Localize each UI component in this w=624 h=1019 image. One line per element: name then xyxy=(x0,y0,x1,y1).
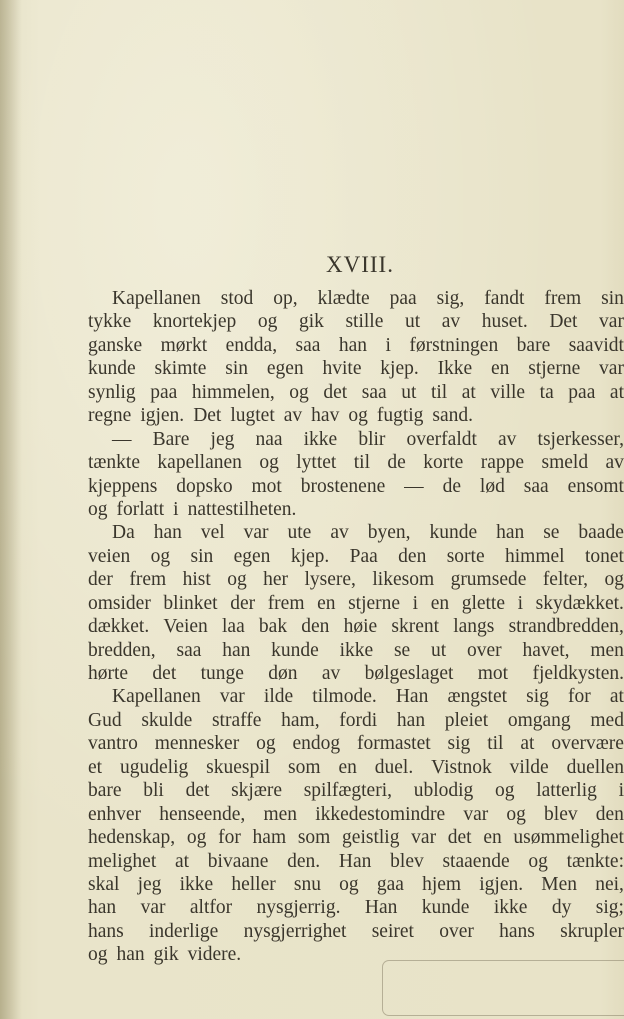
word: formastet xyxy=(357,733,431,755)
text-line xyxy=(88,685,624,708)
word: Veien xyxy=(163,616,208,638)
word: stod xyxy=(220,288,254,309)
word: en xyxy=(338,756,357,778)
word: for xyxy=(568,686,591,708)
word: ublodig xyxy=(413,780,474,802)
word: Kapellanen xyxy=(112,686,201,708)
word: bli xyxy=(143,780,164,802)
word: Kapellanen xyxy=(112,288,201,309)
word: paa xyxy=(389,288,417,309)
word: i xyxy=(385,334,391,356)
text-line xyxy=(88,568,624,591)
word: geistlig xyxy=(342,827,400,849)
word: han xyxy=(222,639,251,661)
word: at xyxy=(609,686,624,708)
word: som xyxy=(297,827,331,849)
text-line xyxy=(88,334,624,357)
word: var xyxy=(219,686,245,708)
library-stamp xyxy=(382,960,624,1016)
word: kjep. xyxy=(380,358,419,380)
word: Paa xyxy=(349,545,378,567)
word: duellen xyxy=(566,756,624,778)
word: jeg xyxy=(210,428,235,450)
word: for xyxy=(218,827,241,849)
word: det xyxy=(185,780,210,802)
word: en xyxy=(430,592,450,614)
word: tykke xyxy=(88,311,132,333)
word: Han xyxy=(338,850,372,872)
word: var xyxy=(411,827,437,849)
word: sig xyxy=(526,686,549,708)
word: det xyxy=(152,663,177,684)
word: saa xyxy=(176,639,202,661)
word: usømmelighet xyxy=(513,827,624,849)
word: paa xyxy=(150,381,178,403)
word: naa xyxy=(255,428,283,450)
word: frem xyxy=(129,569,167,591)
word: inderlige xyxy=(149,920,219,942)
text-line xyxy=(88,592,624,615)
word: veien xyxy=(88,545,131,567)
word: dy xyxy=(551,897,572,919)
word: hist xyxy=(182,569,211,591)
text-line xyxy=(88,475,624,498)
word: himmelen, xyxy=(191,381,275,403)
word: overvære xyxy=(551,733,624,755)
word: Bare xyxy=(152,428,190,450)
word: Gud xyxy=(88,709,122,731)
word: snu xyxy=(293,873,321,895)
word: saavidt xyxy=(568,334,624,356)
word: staaende xyxy=(442,850,510,872)
text-line xyxy=(88,310,624,333)
word: tunge xyxy=(200,663,244,684)
word: henseende, xyxy=(159,803,246,825)
word: lugtet xyxy=(230,405,275,427)
word: videre. xyxy=(187,944,242,966)
text-line xyxy=(88,850,624,873)
word: av xyxy=(498,428,517,450)
word: igjen. xyxy=(140,405,185,427)
word: bredden, xyxy=(88,639,156,661)
word: og xyxy=(227,569,247,591)
word: den xyxy=(301,616,330,638)
text-line xyxy=(88,451,624,474)
text-line xyxy=(88,803,624,826)
word: med xyxy=(590,709,624,731)
text-line xyxy=(88,756,624,779)
word: sin xyxy=(601,288,624,309)
word: klædte xyxy=(317,288,370,309)
word: de xyxy=(387,452,406,474)
word: en xyxy=(317,592,336,614)
text-line xyxy=(88,428,624,451)
word: var xyxy=(243,522,269,544)
word: den xyxy=(398,545,427,567)
word: Det xyxy=(549,311,578,333)
word: overfaldt xyxy=(406,428,477,450)
word: brostenene xyxy=(300,475,386,497)
word: himmel xyxy=(504,545,565,567)
word: bare xyxy=(516,334,551,356)
word: var xyxy=(463,803,489,825)
word: han xyxy=(338,334,368,356)
word: tilmode. xyxy=(312,686,377,708)
word: seiret xyxy=(371,920,414,942)
word: hvite xyxy=(322,358,362,380)
word: baade xyxy=(578,522,624,544)
text-line xyxy=(88,498,624,521)
word: den. xyxy=(287,850,321,872)
word: over xyxy=(439,920,474,942)
word: frem xyxy=(544,288,582,309)
word: igjen. xyxy=(479,873,524,895)
word: heller xyxy=(231,873,276,895)
word: smeld xyxy=(541,452,589,474)
word: fordi xyxy=(339,709,378,731)
chapter-body-text xyxy=(88,287,624,967)
word: ute xyxy=(287,522,312,544)
word: rappe xyxy=(480,452,525,474)
word: endda, xyxy=(225,334,278,356)
word: over xyxy=(466,639,502,661)
word: ilde xyxy=(263,686,294,708)
word: forlatt xyxy=(116,498,165,520)
word: sand. xyxy=(432,405,474,427)
word: kunde xyxy=(271,639,319,661)
word: op, xyxy=(273,288,298,309)
word: egen xyxy=(233,545,271,567)
word: han xyxy=(496,522,525,544)
word: blir xyxy=(358,428,386,450)
text-line xyxy=(88,357,624,380)
word: døn xyxy=(268,663,298,684)
word: og xyxy=(88,498,108,520)
word: han xyxy=(88,897,117,919)
word: og xyxy=(150,545,171,567)
text-line xyxy=(88,615,624,638)
word: stjerne xyxy=(348,592,401,614)
word: til xyxy=(353,452,370,474)
word: knortekjep xyxy=(152,311,237,333)
word: sig xyxy=(447,733,471,755)
word: kjep. xyxy=(290,545,330,567)
word: kapellanen xyxy=(157,452,242,474)
word: og xyxy=(186,827,207,849)
word: ikke xyxy=(493,897,528,919)
word: og xyxy=(528,850,548,872)
word: kunde xyxy=(429,522,478,544)
text-line xyxy=(88,709,624,732)
word: blev xyxy=(544,803,578,825)
word: der xyxy=(230,592,256,614)
word: sin xyxy=(190,545,214,567)
word: mennesker xyxy=(154,733,240,755)
word: kunde xyxy=(88,358,136,380)
word: enhver xyxy=(88,803,142,825)
word: paa xyxy=(568,381,596,403)
word: blev xyxy=(390,850,424,872)
word: hans xyxy=(499,920,535,942)
word: Det xyxy=(193,405,222,427)
word: byen, xyxy=(367,522,411,544)
word: skulde xyxy=(141,709,193,731)
word: nysgjerrig. xyxy=(256,897,341,919)
word: og xyxy=(289,381,309,403)
word: skimte xyxy=(154,358,207,380)
word: og xyxy=(348,405,368,427)
word: bak xyxy=(258,616,288,638)
word: felter, xyxy=(542,569,589,591)
word: hørte xyxy=(88,663,129,684)
word: i xyxy=(412,592,419,614)
word: kjeppens xyxy=(88,475,158,497)
word: — xyxy=(112,428,132,450)
word: ut xyxy=(431,639,447,661)
word: ham xyxy=(252,827,287,849)
word: hav xyxy=(311,405,340,427)
word: dækket. xyxy=(88,616,150,638)
word: korte xyxy=(423,452,464,474)
word: melighet xyxy=(88,850,157,872)
word: i xyxy=(173,498,179,520)
word: pleiet xyxy=(444,709,489,731)
word: duel. xyxy=(374,756,414,778)
word: bølgeslaget xyxy=(364,663,454,684)
word: ta xyxy=(539,381,554,403)
word: ut xyxy=(401,381,417,403)
text-line xyxy=(88,826,624,849)
word: ikke xyxy=(339,639,374,661)
word: omgang xyxy=(507,709,571,731)
word: ikke xyxy=(179,873,214,895)
text-line xyxy=(88,732,624,755)
word: hans xyxy=(88,920,124,942)
word: omsider xyxy=(88,592,151,614)
word: ikkedestomindre xyxy=(315,803,446,825)
word: i xyxy=(618,780,624,802)
word: bare xyxy=(88,780,122,802)
word: bivaane xyxy=(207,850,269,872)
word: av xyxy=(605,452,624,474)
word: og xyxy=(256,733,276,755)
word: og xyxy=(506,803,526,825)
chapter-heading: XVIII. xyxy=(326,252,394,277)
word: høie xyxy=(343,616,378,638)
word: sin xyxy=(225,358,249,380)
word: straffe xyxy=(211,709,262,731)
word: ham, xyxy=(281,709,320,731)
word: langs xyxy=(453,616,495,638)
word: fjeldkysten. xyxy=(532,663,624,684)
word: sig; xyxy=(595,897,624,919)
word: gik xyxy=(153,944,179,966)
word: Da xyxy=(112,522,135,544)
word: vantro xyxy=(88,733,138,755)
word: men xyxy=(590,639,624,661)
word: kunde xyxy=(421,897,470,919)
word: Han xyxy=(395,686,429,708)
word: av xyxy=(330,522,349,544)
page-gutter-shadow xyxy=(0,0,22,1019)
word: men xyxy=(263,803,298,825)
word: vilde xyxy=(509,756,549,778)
word: frem xyxy=(267,592,305,614)
word: en xyxy=(491,358,510,380)
word: at xyxy=(461,381,476,403)
text-line xyxy=(88,545,624,568)
word: og xyxy=(604,569,624,591)
word: ængstet xyxy=(447,686,508,708)
word: fandt xyxy=(484,288,525,309)
word: strandbredden, xyxy=(508,616,624,638)
word: Men xyxy=(541,873,578,895)
word: at xyxy=(520,733,535,755)
word: ikke xyxy=(303,428,338,450)
word: og xyxy=(339,873,359,895)
word: endog xyxy=(292,733,341,755)
word: lyttet xyxy=(296,452,337,474)
word: her xyxy=(263,569,289,591)
word: fugtig xyxy=(376,405,424,427)
word: de xyxy=(442,475,461,497)
word: grumsede xyxy=(450,569,527,591)
word: likesom xyxy=(372,569,435,591)
word: i xyxy=(517,592,524,614)
word: havet, xyxy=(522,639,570,661)
word: saa xyxy=(295,334,321,356)
word: at xyxy=(174,850,190,872)
text-line xyxy=(88,662,624,685)
word: sig, xyxy=(436,288,465,309)
text-line xyxy=(88,404,624,427)
word: og xyxy=(259,452,279,474)
word: til xyxy=(430,381,448,403)
word: se xyxy=(393,639,411,661)
word: det xyxy=(323,381,348,403)
word: av xyxy=(283,405,303,427)
word: jeg xyxy=(137,873,162,895)
word: tænkte: xyxy=(566,850,624,872)
word: stille xyxy=(345,311,384,333)
word: sorte xyxy=(446,545,485,567)
word: regne xyxy=(88,405,132,427)
word: var xyxy=(599,358,624,380)
word: latterlig xyxy=(536,780,597,802)
text-line xyxy=(88,920,624,943)
word: hjem xyxy=(422,873,462,895)
word: skjære xyxy=(231,780,283,802)
word: saa xyxy=(361,381,387,403)
text-line xyxy=(88,381,624,404)
word: laa xyxy=(222,616,245,638)
word: spilfægteri, xyxy=(303,780,393,802)
word: altfor xyxy=(189,897,233,919)
word: saa xyxy=(523,475,549,497)
word: dopsko xyxy=(176,475,233,497)
word: mørkt xyxy=(160,334,208,356)
word: nei, xyxy=(595,873,624,895)
word: ville xyxy=(490,381,526,403)
text-line xyxy=(88,639,624,662)
word: gaa xyxy=(376,873,404,895)
word: han xyxy=(116,944,145,966)
text-line xyxy=(88,896,624,919)
word: mot xyxy=(477,663,509,684)
word: glette xyxy=(461,592,506,614)
word: se xyxy=(543,522,560,544)
word: tænkte xyxy=(88,452,140,474)
word: han xyxy=(153,522,182,544)
word: synlig xyxy=(88,381,136,403)
word: var xyxy=(140,897,166,919)
word: ut xyxy=(404,311,421,333)
word: nattestilheten. xyxy=(187,498,297,520)
word: ganske xyxy=(88,334,143,356)
word: det xyxy=(447,827,472,849)
word: han xyxy=(396,709,426,731)
word: og xyxy=(88,944,108,966)
word: skydækket. xyxy=(535,592,624,614)
word: — xyxy=(404,475,424,497)
word: der xyxy=(88,569,113,591)
word: mot xyxy=(251,475,282,497)
word: et xyxy=(88,756,103,778)
word: var xyxy=(599,311,624,333)
word: av xyxy=(441,311,461,333)
word: og xyxy=(495,780,515,802)
word: skrupler xyxy=(560,920,624,942)
word: skrent xyxy=(391,616,440,638)
word: lød xyxy=(479,475,505,497)
word: vel xyxy=(200,522,225,544)
word: at xyxy=(609,381,624,403)
text-line xyxy=(88,873,624,896)
word: ugudelig xyxy=(120,756,189,778)
word: huset. xyxy=(481,311,528,333)
word: den xyxy=(595,803,624,825)
word: lysere, xyxy=(304,569,356,591)
word: og xyxy=(257,311,278,333)
word: egen xyxy=(266,358,304,380)
text-line xyxy=(88,779,624,802)
word: til xyxy=(487,733,504,755)
word: Han xyxy=(364,897,398,919)
word: hedenskap, xyxy=(88,827,176,849)
word: stjerne xyxy=(528,358,581,380)
text-line xyxy=(88,287,624,310)
word: førstningen xyxy=(409,334,499,356)
word: blinket xyxy=(163,592,218,614)
text-line xyxy=(88,521,624,544)
word: av xyxy=(321,663,341,684)
word: skal xyxy=(88,873,120,895)
word: tsjerkesser, xyxy=(537,428,624,450)
word: nysgjerrighet xyxy=(243,920,347,942)
word: Vistnok xyxy=(431,756,492,778)
word: skuespil xyxy=(206,756,271,778)
word: Ikke xyxy=(437,358,473,380)
word: som xyxy=(288,756,321,778)
word: gik xyxy=(298,311,324,333)
word: ensomt xyxy=(567,475,624,497)
word: tonet xyxy=(584,545,624,567)
word: en xyxy=(483,827,502,849)
